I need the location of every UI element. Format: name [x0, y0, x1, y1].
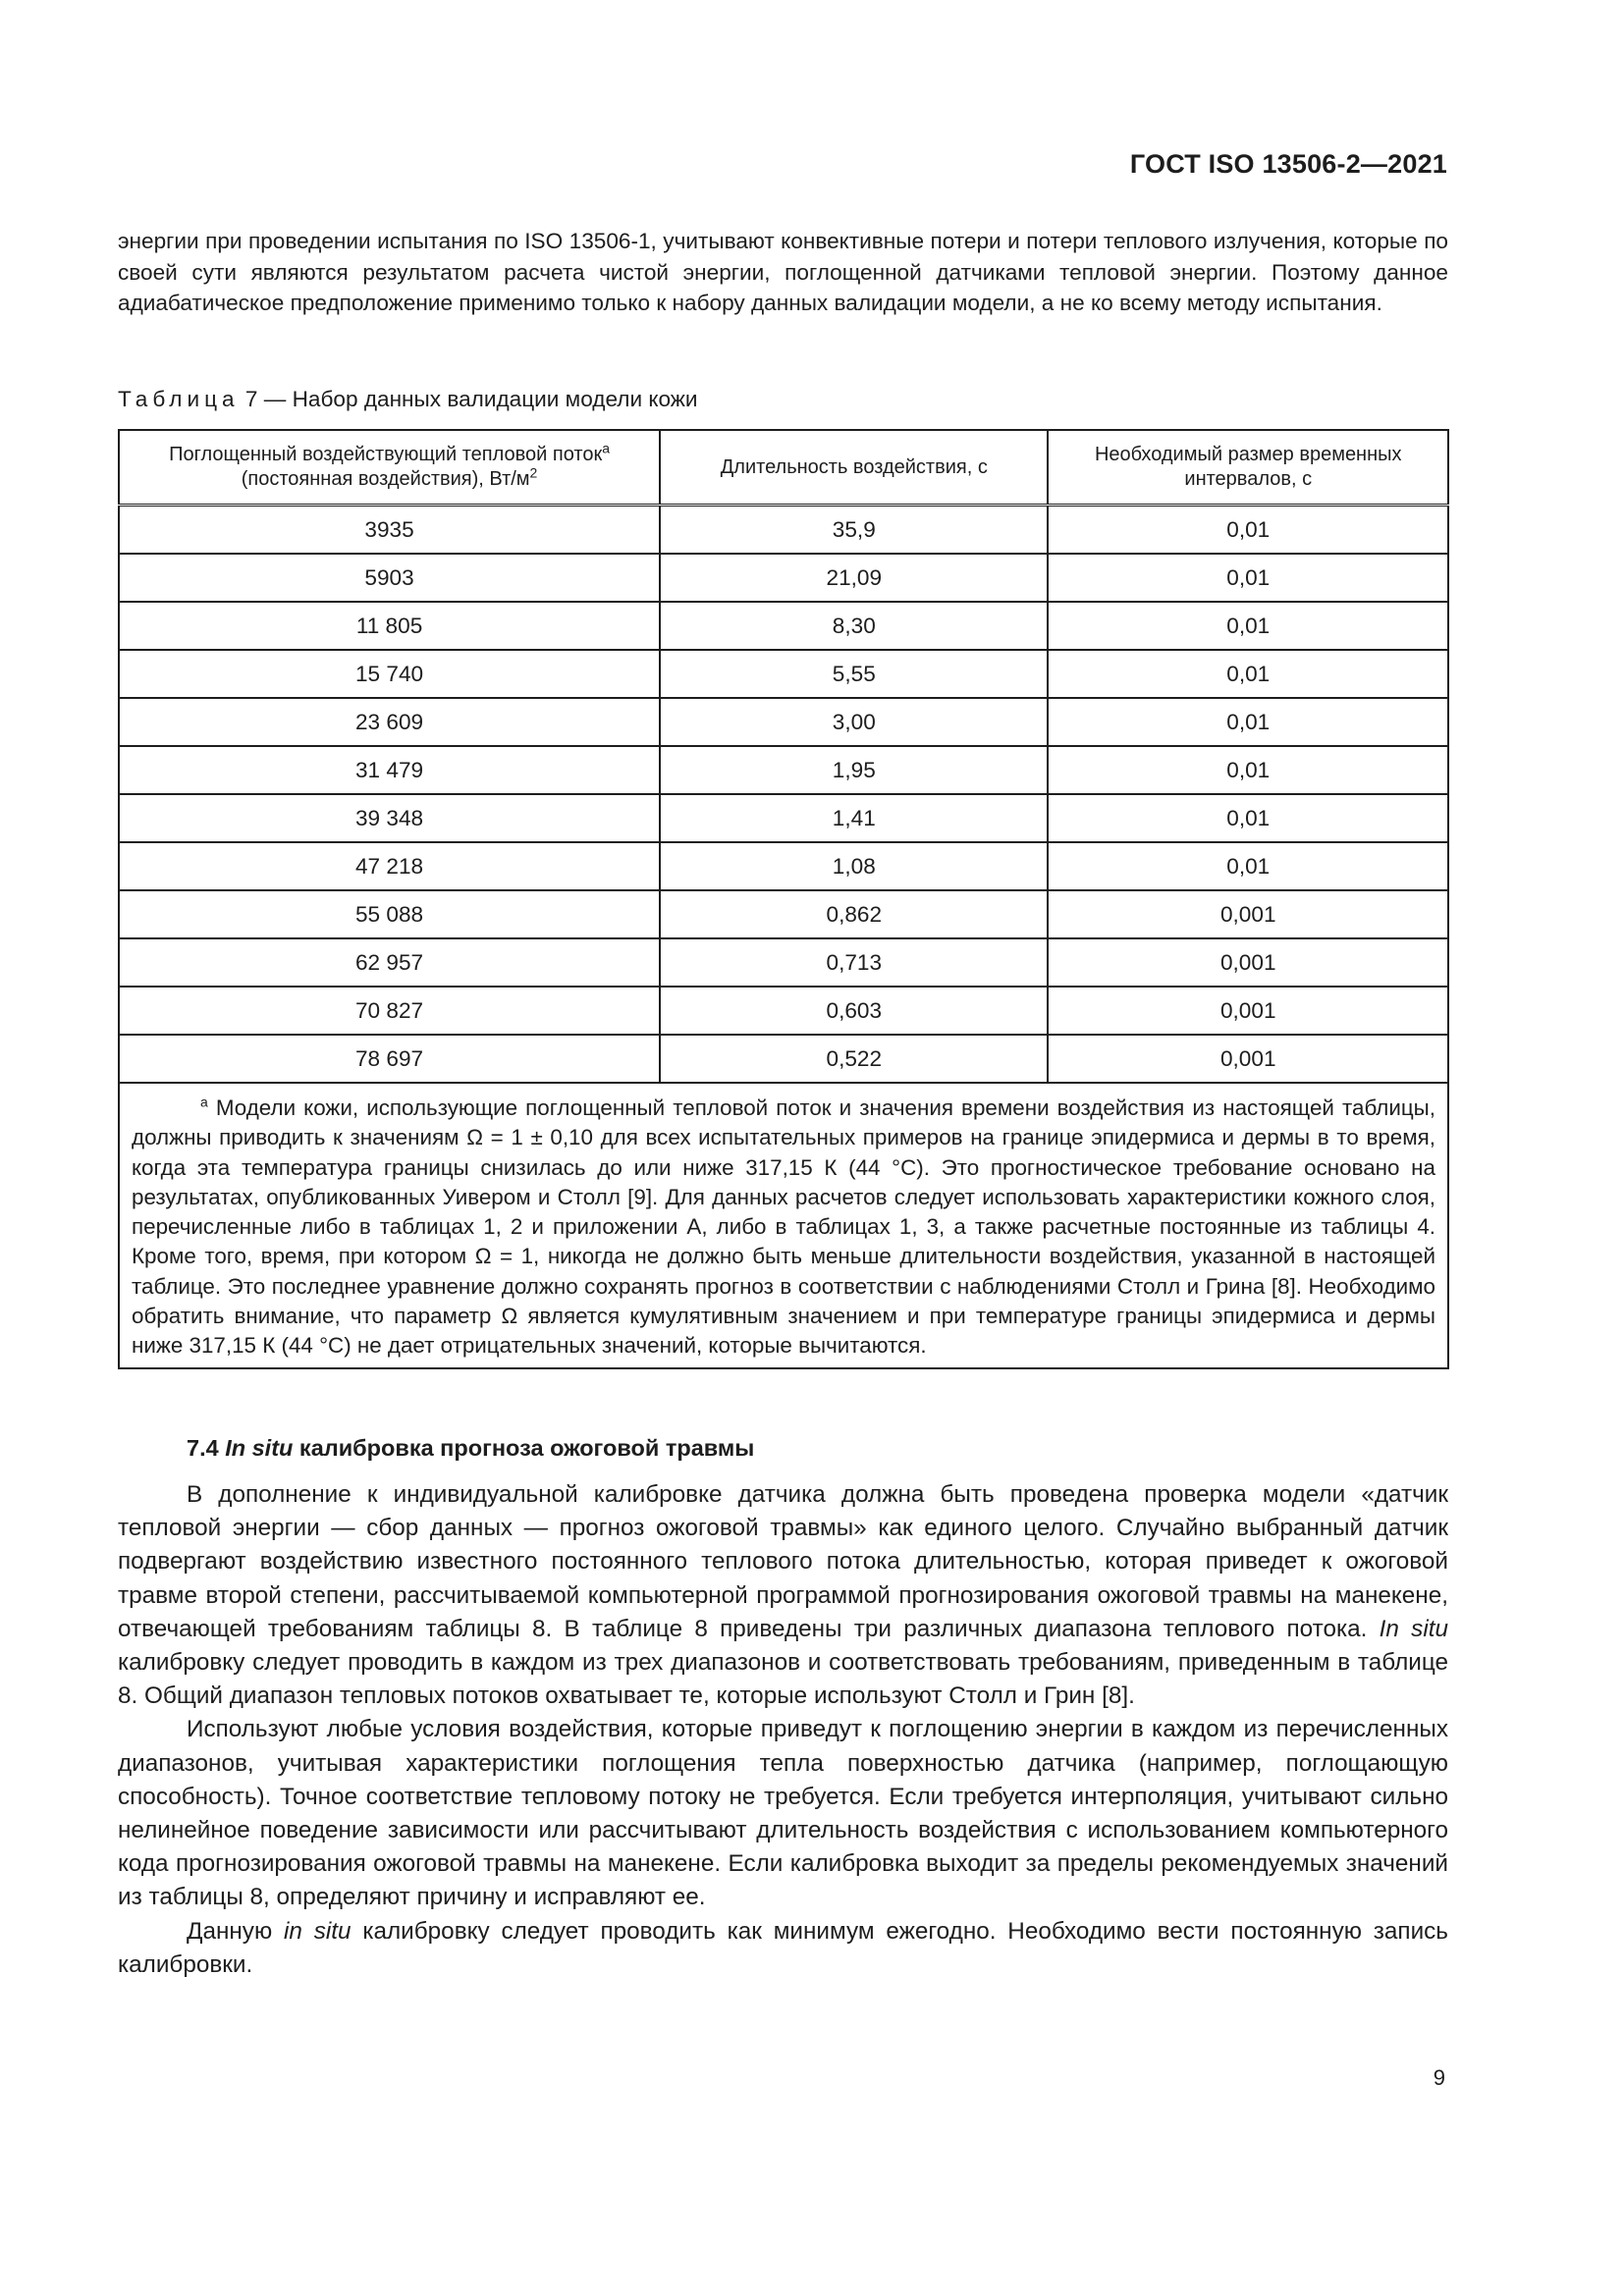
section-heading: 7.4 In situ калибровка прогноза ожоговой травмы — [187, 1435, 755, 1461]
intro-text: энергии при проведении испытания по ISO 13506-1, учитывают конвективные потери и потери теплового излучения, которые по своей сути являются результатом расчета чистой энергии, поглощенной датчиками тепловой энергии. Поэтому данное адиабатическое предположение применимо только к набору данных валидации модели, а не ко всему методу испытания. — [118, 229, 1448, 316]
document-standard-code: ГОСТ ISO 13506-2—2021 — [1129, 149, 1447, 179]
table-row: 55 088 0,862 0,001 — [119, 890, 1448, 938]
table-row: 78 697 0,522 0,001 — [119, 1035, 1448, 1083]
paragraph-2: Используют любые условия воздействия, которые приведут к поглощению энергии в каждом из перечисленных диапазонов, учитывая характеристики поглощения тепла поверхностью датчика (например, поглощающую способность). Точное соответствие тепловому потоку не требуется. Если требуется интерполяция, учитывают сильно нелинейное поведение зависимости или рассчитывают длительность воздействия с использованием компьютерного кода прогнозирования ожоговой травмы на манекене. Если калибровка выходит за пределы рекомендуемых значений из таблицы 8, определяют причину и исправляют ее. — [118, 1716, 1448, 1911]
section-body — [118, 1478, 1448, 1982]
header-time-step-size: Необходимый размер временных интервалов, с — [1048, 430, 1448, 506]
table-footnote — [119, 1083, 1448, 1368]
table-caption-label: Таблица — [118, 387, 240, 411]
table-caption-title: 7 — Набор данных валидации модели кожи — [239, 387, 698, 411]
table-row: 47 218 1,08 0,01 — [119, 842, 1448, 890]
header-exposure-duration: Длительность воздействия, с — [660, 430, 1048, 506]
header-absorbed-heat-flux: Поглощенный воздействующий тепловой поток$^a$ (постоянная воздействия), $Вт/м^2$ — [119, 430, 660, 506]
intro-paragraph — [118, 226, 1448, 319]
footnote-text: Модели кожи, использующие поглощенный тепловой поток и значения времени воздействия из настоящей таблицы, должны приводить к значениям Ω = 1 ± 0,10 для всех испытательных примеров на границе эпидермиса и дермы в то время, когда эта температура границы снизилась до или ниже 317,15 К (44 °С). Это прогностическое требование основано на результатах, опубликованных Уивером и Столл [9]. Для данных расчетов следует использовать характеристики кожного слоя, перечисленные либо в таблицах 1, 2 и приложении А, либо в таблицах 1, 3, а также расчетные постоянные из таблицы 4. Кроме того, время, при котором Ω = 1, никогда не должно быть меньше длительности воздействия, указанной в настоящей таблице. Это последнее уравнение должно сохранять прогноз в соответствии с наблюдениями Столл и Грина [8]. Необходимо обратить внимание, что параметр Ω является кумулятивным значением и при температуре границы эпидермиса и дермы ниже 317,15 К (44 °С) не дает отрицательных значений, которые вычитаются. — [132, 1095, 1435, 1359]
table-row: 39 348 1,41 0,01 — [119, 794, 1448, 842]
table-row: 23 609 3,00 0,01 — [119, 698, 1448, 746]
table-row: 5903 21,09 0,01 — [119, 554, 1448, 602]
table-row: 31 479 1,95 0,01 — [119, 746, 1448, 794]
table-footnote-row — [119, 1083, 1448, 1368]
table-row: 70 827 0,603 0,001 — [119, 987, 1448, 1035]
table-caption — [118, 387, 698, 412]
paragraph-3: Данную in situ калибровку следует проводить как минимум ежегодно. Необходимо вести постоянную запись калибровки. — [118, 1917, 1448, 1978]
table-row: 11 805 8,30 0,01 — [119, 602, 1448, 650]
paragraph-1: В дополнение к индивидуальной калибровке датчика должна быть проведена проверка модели «датчик тепловой энергии — сбор данных — прогноз ожоговой травмы» как единого целого. Случайно выбранный датчик подвергают воздействию известного постоянного теплового потока длительностью, которая приведет к ожоговой травме второй степени, рассчитываемой компьютерной программой прогнозирования ожоговой травмы на манекене, отвечающей требованиям таблицы 8. В таблице 8 приведены три различных диапазона теплового потока. In situ калибровку следует проводить в каждом из трех диапазонов и соответствовать требованиям, приведенным в таблице 8. Общий диапазон тепловых потоков охватывает те, которые используют Столл и Грин [8]. — [118, 1481, 1448, 1710]
table-row: 3935 35,9 0,01 — [119, 506, 1448, 555]
table-header-row — [119, 430, 1448, 506]
table-row: 62 957 0,713 0,001 — [119, 938, 1448, 987]
footnote-mark: a — [200, 1094, 208, 1110]
page-number: 9 — [1433, 2065, 1445, 2090]
skin-model-validation-table — [118, 429, 1449, 1369]
table-row: 15 740 5,55 0,01 — [119, 650, 1448, 698]
